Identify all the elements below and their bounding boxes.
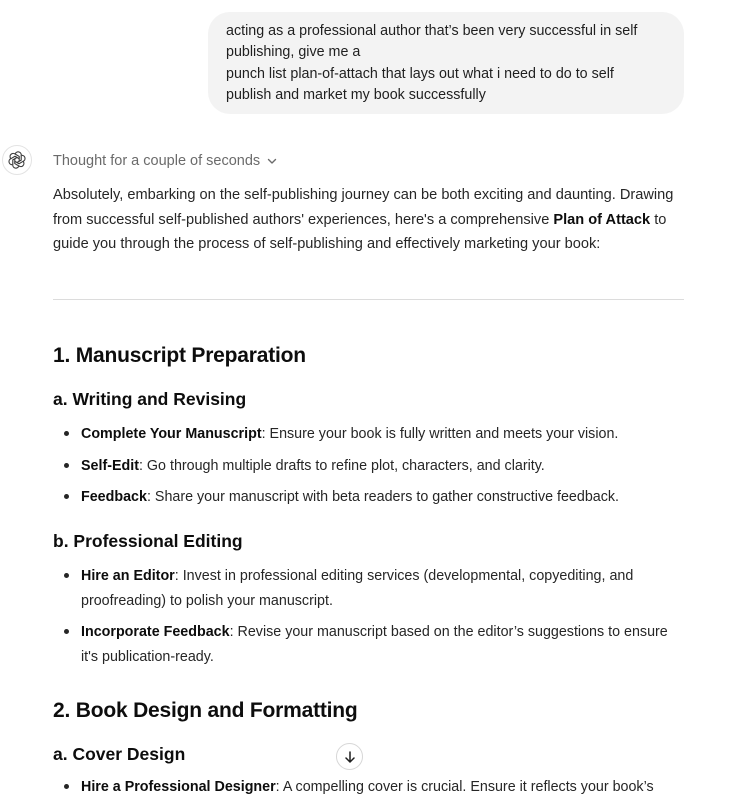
list-item-text: : Invest in professional editing services (developmental, copyediting, and [174,568,634,584]
user-message-line: punch list plan-of-attach that lays out what i need to do to self [226,65,614,82]
intro-paragraph [53,183,693,257]
section-heading: 2. Book Design and Formatting [53,699,358,722]
list-item-text: : Share your manuscript with beta readers to gather constructive feedback. [146,489,620,505]
divider [53,299,684,300]
user-message-line: publishing, give me a [226,44,361,61]
section-heading: 1. Manuscript Preparation [53,344,306,367]
subsection-heading: a. Writing and Revising [53,389,247,409]
thought-toggle[interactable] [53,151,278,171]
user-message-bubble [208,12,684,114]
list-item-title: Feedback [81,489,147,505]
intro-text: to [650,211,667,228]
intro-bold-text: Plan of Attack [553,211,651,228]
openai-logo-icon [8,151,26,169]
list-item-title: Incorporate Feedback [81,624,230,640]
list-item-title: Hire a Professional Designer [81,779,276,795]
list-item-text: it's publication-ready. [81,648,214,665]
list-item-text: : Go through multiple drafts to refine plot, characters, and clarity. [138,458,545,474]
thought-label: Thought for a couple of seconds [53,153,261,169]
assistant-avatar [2,145,32,175]
list-item [81,485,681,510]
list-item [81,775,681,800]
list-item-title: Complete Your Manuscript [81,426,262,442]
list-item [81,620,681,669]
intro-line: Absolutely, embarking on the self-publishing journey can be both exciting and daunting. Drawing [53,187,674,203]
intro-text: from successful self-published authors' experiences, here's a comprehensive [53,211,554,228]
list-item-title: Self-Edit [81,458,139,474]
list-item [81,454,681,479]
intro-line: guide you through the process of self-publishing and effectively marketing your book: [53,236,601,253]
chevron-down-icon [266,155,278,167]
list-item-text: proofreading) to polish your manuscript. [81,592,333,609]
list-item-title: Hire an Editor [81,568,175,584]
subsection-heading: b. Professional Editing [53,531,243,551]
user-message-line: acting as a professional author that’s been very successful in self [226,23,638,39]
scroll-to-bottom-button[interactable] [336,743,363,770]
arrow-down-icon [343,750,357,764]
user-message-line: publish and market my book successfully [226,86,486,103]
list-item-text: : A compelling cover is crucial. Ensure it reflects your book’s [275,779,654,795]
list-item-text: : Ensure your book is fully written and meets your vision. [261,426,619,442]
subsection-heading: a. Cover Design [53,744,186,764]
intro-line [53,208,693,233]
list-item [81,564,681,613]
list-item-text: : Revise your manuscript based on the editor’s suggestions to ensure [229,624,668,640]
list-item [81,422,681,447]
